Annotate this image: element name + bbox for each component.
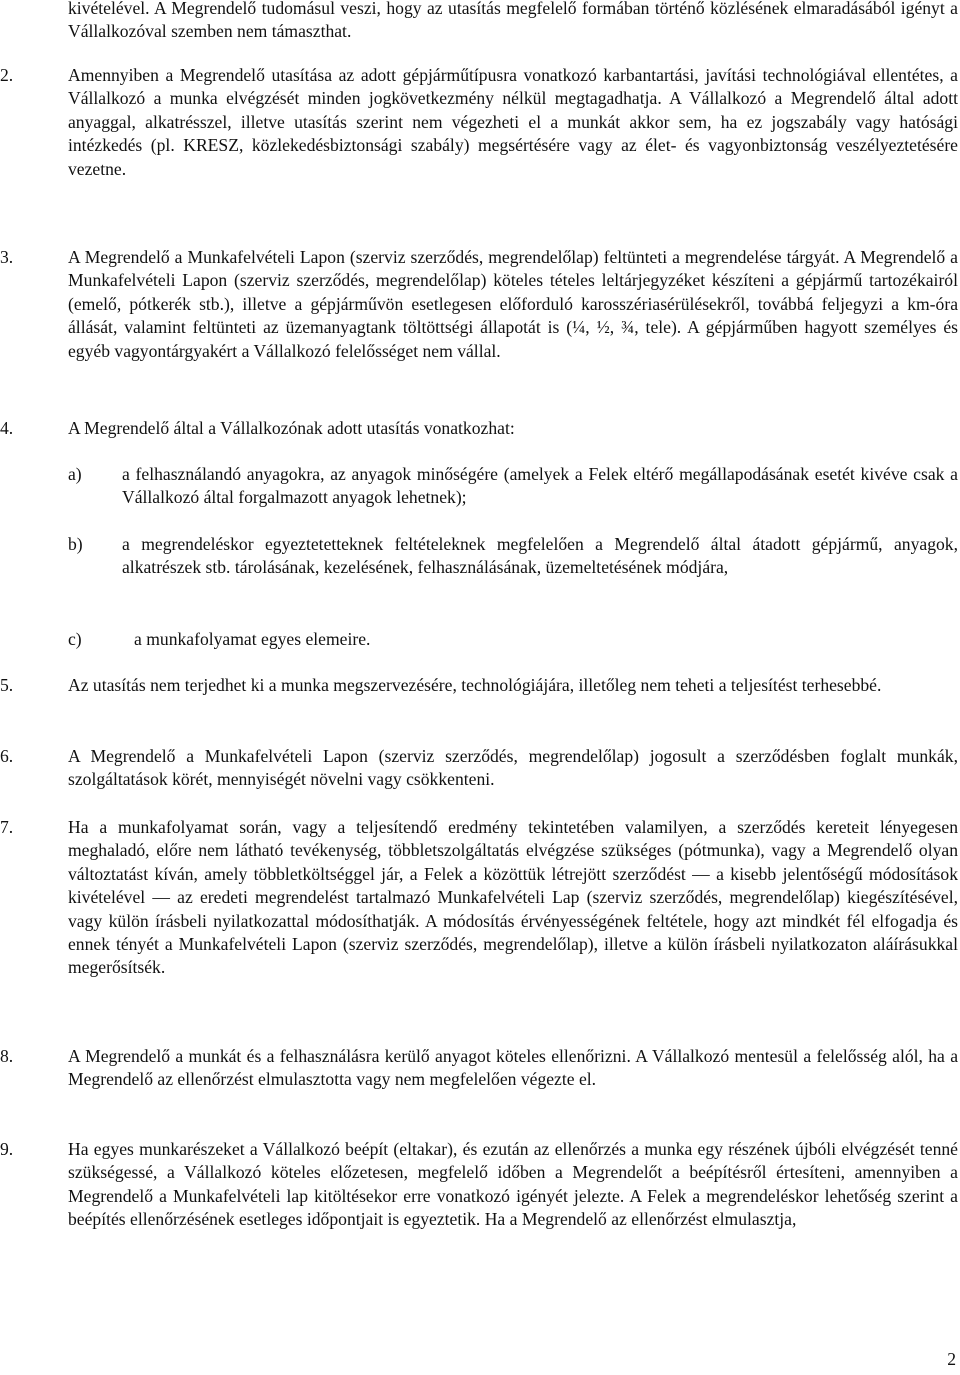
- paragraph-number: 5.: [0, 675, 14, 695]
- paragraph-number: 4.: [0, 418, 14, 438]
- paragraph-text: A Megrendelő a munkát és a felhasználásra kerülő anyagot köteles ellenőrizni. A Vállalkozó mentesül a felelősség alól, ha a Megrendelő az ellenőrzést elmulasztotta vagy nem megfelelően végezte el.: [68, 1046, 958, 1090]
- subitem-label: c): [68, 629, 82, 649]
- paragraph-text: A Megrendelő a Munkafelvételi Lapon (szerviz szerződés, megrendelőlap) jogosult a szerződésben foglalt munkák, szolgáltatások körét, mennyiségét növelni vagy csökkenteni.: [68, 746, 958, 790]
- subitem-text: a felhasználandó anyagokra, az anyagok minőségére (amelyek a Felek eltérő megállapodásának esetét kivéve csak a Vállalkozó által forgalmazott anyagok lehetnek);: [122, 464, 958, 508]
- paragraph-6: [0, 745, 960, 792]
- paragraph-text: Az utasítás nem terjedhet ki a munka megszervezésére, technológiájára, illetőleg nem teheti a teljesítést terhesebbé.: [68, 675, 882, 695]
- paragraph-7: [0, 816, 960, 980]
- paragraph-8: [0, 1045, 960, 1092]
- paragraph-text: A Megrendelő a Munkafelvételi Lapon (szerviz szerződés, megrendelőlap) feltünteti a megrendelése tárgyát. A Megrendelő a Munkafelvételi Lapon (szerviz szerződés, megrendelőlap) köteles tételes leltárjegyzéket készíteni a gépjármű tartozékairól (emelő, pótkerék stb.), illetve a gépjárművön esetlegesen előforduló karosszériasérülésekről, továbbá feljegyzi a km-óra állását, valamint feltünteti az üzemanyagtank töltöttségi állapotát is (¼, ½, ¾, tele). A gépjárműben hagyott személyes és egyéb vagyontárgyakért a Vállalkozó felelősséget nem vállal.: [68, 247, 958, 361]
- subitem-c: [68, 628, 958, 651]
- paragraph-text: A Megrendelő által a Vállalkozónak adott utasítás vonatkozhat:: [68, 418, 515, 438]
- paragraph-3: [0, 246, 960, 363]
- paragraph-2: [0, 64, 960, 181]
- paragraph-number: 3.: [0, 247, 14, 267]
- paragraph-number: 8.: [0, 1046, 14, 1066]
- paragraph-text: Ha egyes munkarészeket a Vállalkozó beépít (eltakar), és ezután az ellenőrzés a munka egy részének újbóli elvégzését tenné szükségessé, a Vállalkozó köteles előzetesen, megfelelő időben a Megrendelőt a beépítésről értesíteni, amennyiben a Megrendelő a Munkafelvételi lap kitöltésekor erre vonatkozó igényét jelezte. A Felek a megrendeléskor lehetőség szerint a beépítés ellenőrzésének esetleges időpontjait is egyeztetik. Ha a Megrendelő az ellenőrzést elmulasztja,: [68, 1139, 958, 1230]
- paragraph-9: [0, 1138, 960, 1232]
- paragraph-5: [0, 674, 960, 697]
- paragraph-4: [0, 417, 960, 440]
- paragraph-text: Amennyiben a Megrendelő utasítása az adott gépjárműtípusra vonatkozó karbantartási, javítási technológiával ellentétes, a Vállalkozó a munka elvégzését minden jogkövetkezmény nélkül megtagadhatja. A Vállalkozó a Megrendelő által adott anyaggal, alkatrésszel, illetve utasítás szerint nem végezheti el a munkát akkor sem, ha ez jogszabály vagy hatósági intézkedés (pl. KRESZ, közlekedésbiztonsági szabály) megsértésére vagy az élet- és vagyonbiztonság veszélyeztetésére vezetne.: [68, 65, 958, 179]
- paragraph-number: 9.: [0, 1139, 14, 1159]
- paragraph-number: 2.: [0, 65, 14, 85]
- subitem-b: [68, 533, 958, 580]
- subitem-a: [68, 463, 958, 510]
- paragraph-number: 6.: [0, 746, 14, 766]
- subitem-text: a megrendeléskor egyeztetetteknek feltételeknek megfelelően a Megrendelő által átadott gépjármű, anyagok, alkatrészek stb. tárolásának, kezelésének, felhasználásának, üzemeltetésének módjára,: [122, 534, 958, 578]
- paragraph-text: Ha a munkafolyamat során, vagy a teljesítendő eredmény tekintetében valamilyen, a szerződés kereteit lényegesen meghaladó, előre nem látható tevékenység, többletszolgáltatás elvégzése szükséges (pótmunka), vagy a Megrendelő olyan változtatást kíván, amely többletköltséggel jár, a Felek a közöttük létrejött szerződést — a kisebb jelentőségű módosítások kivételével — az eredeti megrendelést tartalmazó Munkafelvételi Lap (szerviz szerződés, megrendelőlap) kiegészítésével, vagy külön írásbeli nyilatkozattal módosíthatják. A módosítás érvényességének feltétele, hogy azt mindkét fél elfogadja és ennek tényét a Munkafelvételi Lapon (szerviz szerződés, megrendelőlap), illetve a külön írásbeli nyilatkozaton aláírásukkal megerősítsék.: [68, 817, 958, 978]
- continuation-paragraph: kivételével. A Megrendelő tudomásul veszi, hogy az utasítás megfelelő formában történő közlésének elmaradásából igényt a Vállalkozóval szemben nem támaszthat.: [68, 0, 958, 42]
- page-number: 2: [947, 1349, 956, 1369]
- subitem-label: a): [68, 464, 82, 484]
- subitem-text: a munkafolyamat egyes elemeire.: [134, 629, 371, 649]
- paragraph-number: 7.: [0, 817, 14, 837]
- subitem-label: b): [68, 534, 83, 554]
